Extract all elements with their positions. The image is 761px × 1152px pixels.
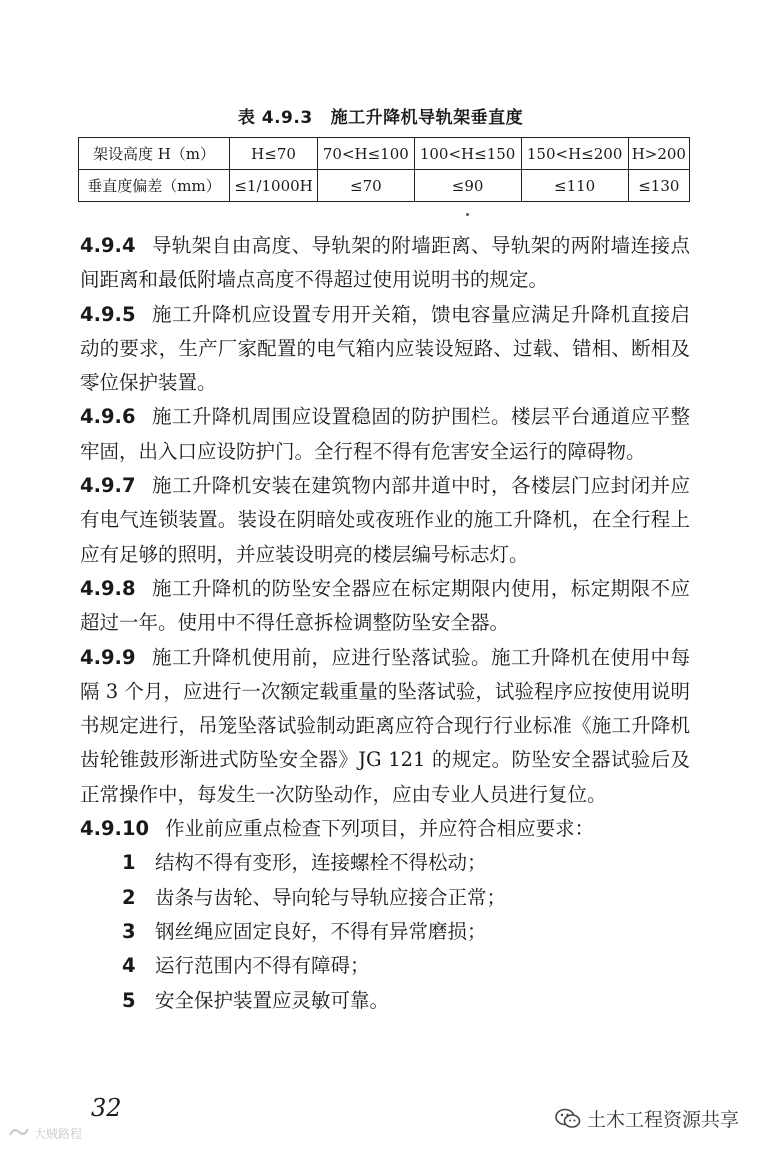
table-cell: H≤70 <box>230 138 318 170</box>
table-cell: ≤1/1000H <box>230 170 318 202</box>
watermark-left-text: 大贼路程 <box>34 1127 83 1141</box>
clause-number: 4.9.7 <box>80 474 136 498</box>
verticality-table <box>78 137 690 202</box>
list-item <box>122 949 690 983</box>
list-item-text: 运行范围内不得有障碍； <box>155 954 370 978</box>
table-cell: ≤90 <box>414 170 521 202</box>
list-item-number: 2 <box>122 885 136 909</box>
clause-number: 4.9.6 <box>80 405 136 429</box>
table-cell: ≤70 <box>318 170 414 202</box>
list-item-number: 4 <box>122 954 136 978</box>
table-cell: 100<H≤150 <box>414 138 521 170</box>
table-cell: 150<H≤200 <box>521 138 628 170</box>
watermark-right-text: 土木工程资源共享 <box>587 1109 740 1131</box>
table-cell: ≤110 <box>521 170 628 202</box>
list-item-text: 齿条与齿轮、导向轮与导轨应接合正常； <box>155 885 507 909</box>
clause-text: 施工升降机的防坠安全器应在标定期限内使用，标定期限不应超过一年。使用中不得任意拆检调整防坠安全器。 <box>80 576 690 635</box>
table-cell: ≤130 <box>628 170 689 202</box>
clause-number: 4.9.9 <box>80 645 136 669</box>
list-item <box>122 915 690 949</box>
list-item-number: 5 <box>122 988 136 1012</box>
clause-paragraph <box>80 400 690 469</box>
table-number: 表 4.9.3 <box>237 108 313 128</box>
wechat-icon <box>555 1108 581 1130</box>
clause-text: 施工升降机周围应设置稳固的防护围栏。楼层平台通道应平整牢固，出入口应设防护门。全行程不得有危害安全运行的障碍物。 <box>80 405 690 463</box>
table-title <box>0 103 761 128</box>
clause-number: 4.9.10 <box>80 817 150 841</box>
clause-paragraph <box>80 572 690 641</box>
clause-number: 4.9.8 <box>80 576 136 600</box>
watermark-left <box>8 1125 82 1142</box>
clause-paragraph <box>80 812 690 846</box>
clause-text: 导轨架自由高度、导轨架的附墙距离、导轨架的两附墙连接点间距离和最低附墙点高度不得超过使用说明书的规定。 <box>80 234 690 292</box>
clause-text: 施工升降机使用前，应进行坠落试验。施工升降机在使用中每隔 3 个月，应进行一次额定载重量的坠落试验，试验程序应按使用说明书规定进行，吊笼坠落试验制动距离应符合现行行业标准《施工升降机齿轮锥鼓形渐进式防坠安全器》JG 121 的规定。防坠安全器试验后及正常操作中，每发生一次防坠动作，应由专业人员进行复位。 <box>80 645 690 806</box>
table-row <box>79 170 690 202</box>
table-row <box>79 138 690 170</box>
clause-paragraph <box>80 298 690 401</box>
table-cell: H>200 <box>628 138 689 170</box>
clause-text: 作业前应重点检查下列项目，并应符合相应要求： <box>165 817 595 841</box>
list-item-number: 3 <box>122 919 136 943</box>
clause-paragraph <box>80 469 690 572</box>
document-body <box>80 229 690 1018</box>
clause-text: 施工升降机应设置专用开关箱，馈电容量应满足升降机直接启动的要求，生产厂家配置的电气箱内应装设短路、过载、错相、断相及零位保护装置。 <box>80 302 690 395</box>
watermark-right <box>555 1105 739 1132</box>
list-item-number: 1 <box>122 851 136 875</box>
list-item-text: 安全保护装置应灵敏可靠。 <box>155 988 390 1012</box>
watermark-logo-icon <box>8 1125 30 1142</box>
table-cell: 垂直度偏差（mm） <box>79 170 230 202</box>
list-item-text: 钢丝绳应固定良好，不得有异常磨损； <box>155 919 487 943</box>
clause-number: 4.9.4 <box>80 234 136 257</box>
list-item <box>122 881 690 915</box>
table-cell: 70<H≤100 <box>318 138 414 170</box>
page-number: 32 <box>91 1094 122 1122</box>
stray-dot <box>466 213 469 216</box>
clause-paragraph <box>80 229 690 298</box>
clause-text: 施工升降机安装在建筑物内部井道中时，各楼层门应封闭并应有电气连锁装置。装设在阴暗处或夜班作业的施工升降机，在全行程上应有足够的照明，并应装设明亮的楼层编号标志灯。 <box>80 474 690 566</box>
list-item <box>122 984 690 1018</box>
table-caption: 施工升降机导轨架垂直度 <box>330 108 524 128</box>
table-cell: 架设高度 H（m） <box>79 138 230 170</box>
clause-number: 4.9.5 <box>80 302 136 326</box>
list-item <box>122 846 690 880</box>
list-item-text: 结构不得有变形，连接螺栓不得松动； <box>155 851 487 875</box>
clause-paragraph <box>80 641 690 812</box>
